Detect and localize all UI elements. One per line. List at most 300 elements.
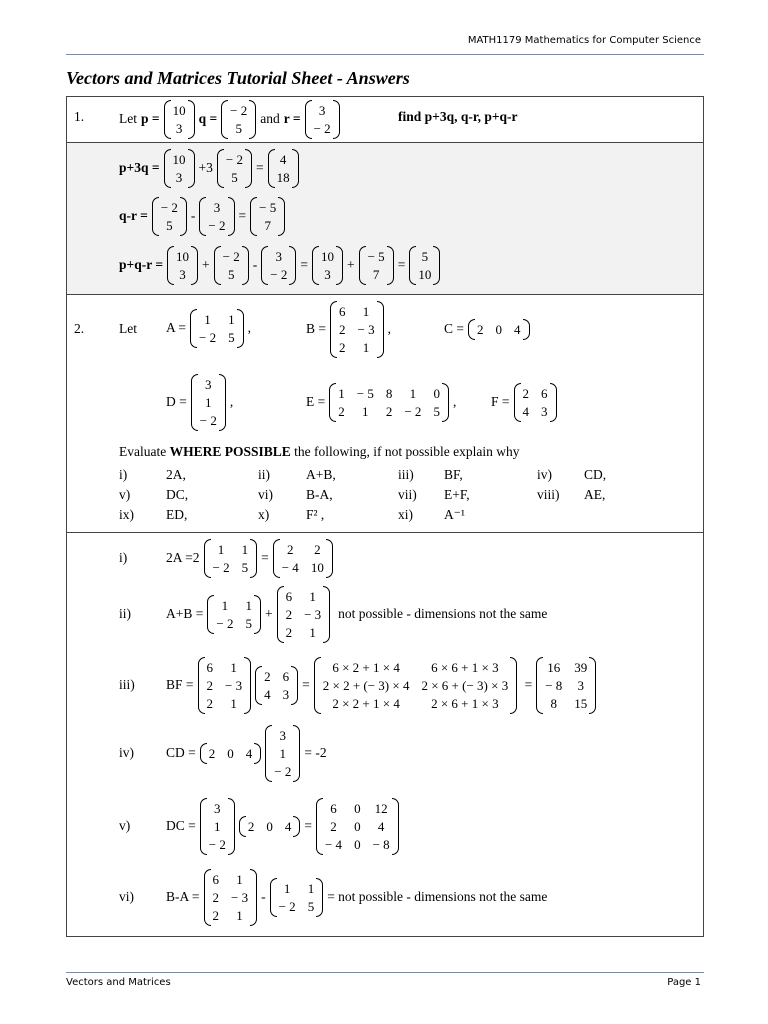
exercise-expr: DC, bbox=[166, 487, 189, 502]
matrix-cell: − 8 bbox=[372, 836, 390, 852]
matrix bbox=[214, 246, 249, 285]
exercise-label: vi) bbox=[258, 487, 273, 502]
equals: = bbox=[238, 208, 247, 223]
matrix-cell: 1 bbox=[214, 818, 221, 834]
matrix-entries bbox=[312, 100, 333, 139]
matrix-cell: − 4 bbox=[324, 836, 343, 852]
right-bracket bbox=[244, 657, 251, 714]
matrix-cell: − 3 bbox=[357, 321, 375, 337]
matrix-cell: 2 bbox=[212, 889, 219, 905]
matrix-cell: 6 bbox=[339, 303, 346, 319]
matrix-cell: 3 bbox=[213, 199, 221, 215]
matrix-cell: 0 bbox=[354, 818, 361, 834]
matrix-cell: 2 bbox=[285, 606, 293, 622]
matrix-cell: 8 bbox=[385, 385, 393, 401]
matrix bbox=[250, 197, 285, 236]
vector-r bbox=[305, 100, 340, 139]
answer-v: DC = 3 1 − 2 2 0 4 = 6 0 12 2 0 4 − 4 0 − 8 bbox=[166, 795, 399, 857]
matrix-cell: 1 bbox=[230, 659, 237, 675]
right-bracket bbox=[292, 149, 299, 188]
matrix bbox=[200, 743, 262, 764]
exercise-expr: ED, bbox=[166, 507, 188, 522]
matrix-cell: − 2 bbox=[199, 412, 217, 428]
matrix-cell: 6 bbox=[212, 871, 219, 887]
right-bracket bbox=[250, 539, 257, 578]
right-bracket bbox=[333, 100, 340, 139]
matrix-cell: 1 bbox=[309, 588, 316, 604]
matrix-entries bbox=[319, 246, 336, 285]
left-bracket bbox=[164, 149, 171, 188]
exercise-expr: 2A, bbox=[166, 467, 186, 482]
left-bracket bbox=[198, 657, 205, 714]
matrix-entries bbox=[211, 539, 251, 578]
matrix-cell: 2 bbox=[247, 818, 255, 834]
exercise-label: iii) bbox=[398, 467, 414, 482]
matrix-cell: 2 bbox=[522, 385, 529, 401]
answer-vi-label: vi) bbox=[119, 889, 134, 904]
minus: - bbox=[252, 257, 258, 272]
matrix-cell: 3 bbox=[318, 102, 326, 118]
right-bracket bbox=[316, 878, 323, 917]
exercise-label: x) bbox=[258, 507, 270, 522]
matrix-cell: 15 bbox=[574, 695, 588, 711]
right-bracket bbox=[523, 319, 530, 340]
left-bracket bbox=[167, 246, 174, 285]
matrix-cell: − 2 bbox=[222, 248, 240, 264]
matrix-cell: − 2 bbox=[230, 102, 248, 118]
matrix-cell: 2 bbox=[208, 745, 216, 761]
matrix bbox=[199, 197, 234, 236]
exercise-expr: B-A, bbox=[306, 487, 333, 502]
matrix-cell: 6 bbox=[285, 588, 293, 604]
left-bracket bbox=[514, 383, 521, 422]
matrix-cell: − 2 bbox=[216, 615, 234, 631]
matrix-cell: 6 × 6 + 1 × 3 bbox=[431, 659, 499, 675]
matrix-cell: 10 bbox=[320, 248, 334, 264]
matrix-cell: 0 bbox=[495, 321, 502, 337]
matrix-cell: 3 bbox=[275, 248, 283, 264]
matrix-cell: − 2 bbox=[208, 217, 226, 233]
matrix bbox=[200, 798, 235, 855]
question-2-number: 2. bbox=[74, 321, 85, 336]
answer-vi: B-A = 6 1 2 − 3 2 1 - 1 1 − 2 5 = not possible - dimensions not the same bbox=[166, 866, 547, 928]
answer-i-label: i) bbox=[119, 550, 128, 565]
matrix-cell: 2 bbox=[339, 339, 346, 355]
exercise-expr: F² , bbox=[306, 507, 325, 522]
right-bracket bbox=[249, 100, 256, 139]
right-bracket bbox=[180, 197, 187, 236]
matrix-cell: 4 bbox=[264, 686, 271, 702]
exercise-expr: A⁻¹ bbox=[444, 507, 465, 522]
matrix-cell: 2 × 2 + (− 3) × 4 bbox=[322, 677, 410, 693]
right-bracket bbox=[550, 383, 557, 422]
matrix-cell: 2 × 2 + 1 × 4 bbox=[332, 695, 400, 711]
left-bracket bbox=[277, 586, 284, 643]
vector-p bbox=[164, 100, 195, 139]
header-rule bbox=[66, 54, 704, 55]
left-bracket bbox=[359, 246, 366, 285]
matrix-entries bbox=[211, 869, 251, 926]
matrix-cell: 5 bbox=[227, 266, 235, 282]
matrix-cell: 2 × 6 + 1 × 3 bbox=[431, 695, 499, 711]
matrix-cell: 10 bbox=[310, 559, 324, 575]
left-bracket bbox=[214, 246, 221, 285]
matrix bbox=[265, 725, 300, 782]
answer-iii-label: iii) bbox=[119, 677, 135, 692]
matrix-entries bbox=[280, 539, 326, 578]
matrix-cell: − 5 bbox=[356, 385, 374, 401]
left-bracket bbox=[268, 149, 275, 188]
matrix-cell: − 2 bbox=[278, 898, 296, 914]
matrix-entries bbox=[275, 149, 292, 188]
matrix-cell: 5 bbox=[166, 217, 173, 233]
matrix-cell: 3 bbox=[577, 677, 585, 693]
left-bracket bbox=[221, 100, 228, 139]
answer-q-minus-r: q-r = − 2 5 - 3 − 2 = − 5 7 bbox=[119, 196, 285, 236]
matrix-cell: 2 bbox=[212, 907, 219, 923]
matrix bbox=[409, 246, 440, 285]
matrix-cell: 6 bbox=[541, 385, 548, 401]
left-bracket bbox=[200, 798, 207, 855]
right-bracket bbox=[242, 246, 249, 285]
matrix-cell: 5 bbox=[421, 248, 429, 264]
matrix-cell: 1 bbox=[217, 541, 225, 557]
left-bracket bbox=[312, 246, 319, 285]
matrix-cell: 0 bbox=[433, 385, 440, 401]
matrix bbox=[255, 666, 298, 705]
course-header: MATH1179 Mathematics for Computer Science bbox=[467, 35, 701, 46]
matrix-cell: 1 bbox=[283, 880, 291, 896]
matrix-cell: − 2 bbox=[212, 559, 230, 575]
left-bracket bbox=[191, 374, 198, 431]
matrix-cell: 4 bbox=[284, 818, 292, 834]
right-bracket bbox=[228, 197, 235, 236]
evaluate-instruction: Evaluate WHERE POSSIBLE the following, if not possible explain why bbox=[119, 444, 520, 459]
minus: - bbox=[190, 208, 196, 223]
right-bracket bbox=[250, 869, 257, 926]
matrix-cell: 1 bbox=[204, 311, 211, 327]
matrix-cell: 1 bbox=[309, 624, 316, 640]
left-bracket bbox=[207, 595, 214, 634]
matrix-cell: 3 bbox=[175, 169, 183, 185]
matrix bbox=[359, 246, 394, 285]
matrix-cell: 3 bbox=[324, 266, 331, 282]
matrix-cell: 5 bbox=[231, 169, 238, 185]
matrix-cell: 3 bbox=[205, 376, 212, 392]
matrix-entries bbox=[174, 246, 191, 285]
matrix-cell: − 2 bbox=[274, 763, 292, 779]
answer-p3q: p+3q = 10 3 +3 − 2 5 = 4 18 bbox=[119, 148, 299, 188]
matrix-cell: 16 bbox=[547, 659, 561, 675]
matrix-cell: − 2 bbox=[160, 199, 178, 215]
matrix-entries bbox=[475, 319, 523, 340]
answer-iii: BF = 6 1 2 − 3 2 1 2 6 4 3 = 6 × 2 + 1 × 4 6 × 6 + 1 × 3 2 × 2 + (− 3) × 4 2 × 6 + (− 3) × 3 2 × 2 + 1 × 4 2 × 6 + 1 × 3 = 16 39 − 8 3 8 15 bbox=[166, 654, 596, 716]
matrix-cell: − 2 bbox=[208, 836, 226, 852]
right-bracket bbox=[589, 657, 596, 714]
right-bracket bbox=[278, 197, 285, 236]
left-bracket bbox=[536, 657, 543, 714]
matrix-cell: 4 bbox=[377, 818, 385, 834]
matrix-f bbox=[514, 383, 557, 422]
matrix-cell: 2 bbox=[477, 321, 484, 337]
matrix-cell: − 4 bbox=[281, 559, 299, 575]
matrix-cell: 6 bbox=[206, 659, 214, 675]
right-bracket bbox=[433, 246, 440, 285]
matrix-cell: 5 bbox=[241, 559, 249, 575]
right-bracket bbox=[237, 309, 244, 348]
footer-left: Vectors and Matrices bbox=[66, 977, 171, 988]
left-bracket bbox=[200, 743, 207, 764]
left-bracket bbox=[468, 319, 475, 340]
matrix-cell: 4 bbox=[522, 403, 529, 419]
matrix-cell: 1 bbox=[236, 907, 243, 923]
equals: = bbox=[300, 257, 308, 272]
matrix-cell: 2 bbox=[314, 541, 321, 557]
exercise-label: ii) bbox=[258, 467, 270, 482]
answer-i: 2A =2 1 1 − 2 5 = 2 2 − 4 10 bbox=[166, 537, 333, 579]
matrix-cell: 4 bbox=[245, 745, 253, 761]
right-bracket bbox=[291, 666, 298, 705]
matrix-entries bbox=[221, 246, 242, 285]
matrix bbox=[217, 149, 252, 188]
left-bracket bbox=[330, 301, 337, 358]
matrix-entries bbox=[171, 149, 188, 188]
left-bracket bbox=[239, 816, 246, 837]
matrix-cell: 39 bbox=[574, 659, 588, 675]
matrix-entries bbox=[171, 100, 188, 139]
left-bracket bbox=[261, 246, 268, 285]
question-1-number: 1. bbox=[74, 109, 85, 124]
exercise-expr: AE, bbox=[584, 487, 606, 502]
matrix-cell: 3 bbox=[541, 403, 548, 419]
matrix-c bbox=[468, 319, 530, 340]
left-bracket bbox=[273, 539, 280, 578]
matrix bbox=[167, 246, 198, 285]
matrix-b bbox=[330, 301, 384, 358]
answer-v-label: v) bbox=[119, 818, 131, 833]
matrix bbox=[152, 197, 187, 236]
matrix bbox=[316, 798, 399, 855]
right-bracket bbox=[336, 246, 343, 285]
matrix-cell: 8 bbox=[550, 695, 557, 711]
matrix-entries bbox=[214, 595, 254, 634]
matrix-cell: 5 bbox=[245, 615, 252, 631]
matrix-entries bbox=[228, 100, 249, 139]
matrix bbox=[277, 586, 331, 643]
plus: + bbox=[202, 257, 210, 272]
matrix-cell: 5 bbox=[307, 898, 315, 914]
matrix-cell: 2 bbox=[285, 624, 293, 640]
matrix-entries bbox=[257, 197, 278, 236]
matrix-cell: − 2 bbox=[270, 266, 288, 282]
matrix bbox=[204, 869, 258, 926]
matrix-entries bbox=[246, 816, 294, 837]
matrix-entries bbox=[416, 246, 433, 285]
right-bracket bbox=[377, 301, 384, 358]
matrix-entries bbox=[268, 246, 289, 285]
matrix-cell: 7 bbox=[264, 217, 271, 233]
matrix-d-def: D = 3 1 − 2 , bbox=[166, 371, 233, 433]
left-bracket bbox=[329, 383, 336, 422]
matrix-e-def: E = 1 − 5 8 1 0 2 1 2 − 2 5 , bbox=[306, 381, 456, 423]
vector-q bbox=[221, 100, 256, 139]
matrix-cell: 10 bbox=[172, 151, 186, 167]
matrix bbox=[207, 595, 261, 634]
matrix bbox=[536, 657, 596, 714]
right-bracket bbox=[191, 246, 198, 285]
exercise-label: v) bbox=[119, 487, 131, 502]
left-bracket bbox=[314, 657, 321, 714]
matrix-cell: 2 bbox=[338, 403, 345, 419]
left-bracket bbox=[316, 798, 323, 855]
exercise-label: vii) bbox=[398, 487, 417, 502]
right-bracket bbox=[387, 246, 394, 285]
matrix-entries bbox=[366, 246, 387, 285]
matrix-cell: − 2 bbox=[199, 329, 217, 345]
matrix-cell: 0 bbox=[354, 800, 361, 816]
matrix-cell: 2 bbox=[264, 668, 271, 684]
matrix-cell: 6 bbox=[330, 800, 337, 816]
matrix-entries bbox=[224, 149, 245, 188]
answer-iv: CD = 2 0 4 3 1 − 2 = -2 bbox=[166, 722, 327, 784]
right-bracket bbox=[188, 100, 195, 139]
matrix-cell: 1 bbox=[362, 403, 369, 419]
left-bracket bbox=[164, 100, 171, 139]
left-bracket bbox=[255, 666, 262, 705]
matrix-cell: − 2 bbox=[313, 120, 331, 136]
exercise-label: ix) bbox=[119, 507, 134, 522]
matrix-entries bbox=[206, 197, 227, 236]
left-bracket bbox=[217, 149, 224, 188]
matrix-cell: 6 × 2 + 1 × 4 bbox=[332, 659, 400, 675]
matrix-c-def: C = 2 0 4 bbox=[444, 318, 530, 340]
matrix-a-def: A = 1 1 − 2 5 , bbox=[166, 308, 251, 348]
matrix-entries bbox=[284, 586, 324, 643]
right-bracket bbox=[392, 798, 399, 855]
matrix-cell: 2 bbox=[330, 818, 337, 834]
matrix-cell: 2 bbox=[385, 403, 393, 419]
matrix bbox=[312, 246, 343, 285]
left-bracket bbox=[204, 539, 211, 578]
matrix-cell: 10 bbox=[418, 266, 432, 282]
matrix-cell: 5 bbox=[235, 120, 242, 136]
matrix-entries bbox=[207, 798, 228, 855]
matrix-cell: 1 bbox=[221, 597, 229, 613]
matrix bbox=[261, 246, 296, 285]
page-title: Vectors and Matrices Tutorial Sheet - Answers bbox=[66, 68, 410, 88]
matrix-cell: 5 bbox=[228, 329, 235, 345]
matrix bbox=[239, 816, 301, 837]
matrix-cell: − 5 bbox=[367, 248, 385, 264]
left-bracket bbox=[265, 725, 272, 782]
right-bracket bbox=[245, 149, 252, 188]
matrix-entries bbox=[323, 798, 392, 855]
matrix-cell: 10 bbox=[172, 102, 186, 118]
matrix-cell: 1 bbox=[362, 339, 370, 355]
exercise-expr: E+F, bbox=[444, 487, 470, 502]
matrix-cell: − 8 bbox=[545, 677, 563, 693]
matrix-cell: 4 bbox=[514, 321, 521, 337]
matrix-entries bbox=[543, 657, 589, 714]
matrix-cell: 0 bbox=[266, 818, 273, 834]
matrix-entries bbox=[272, 725, 293, 782]
matrix-cell: 6 bbox=[282, 668, 290, 684]
matrix-entries bbox=[197, 309, 237, 348]
matrix-cell: 1 bbox=[338, 385, 345, 401]
matrix-cell: − 2 bbox=[404, 403, 422, 419]
matrix-cell: 1 bbox=[236, 871, 243, 887]
matrix-cell: 2 bbox=[206, 677, 214, 693]
matrix-cell: 2 bbox=[339, 321, 346, 337]
matrix-cell: 1 bbox=[279, 745, 287, 761]
left-bracket bbox=[409, 246, 416, 285]
matrix-entries bbox=[262, 666, 291, 705]
right-bracket bbox=[228, 798, 235, 855]
matrix bbox=[270, 878, 324, 917]
exercise-label: i) bbox=[119, 467, 128, 482]
left-bracket bbox=[204, 869, 211, 926]
matrix-cell: 18 bbox=[276, 169, 290, 185]
exercise-label: xi) bbox=[398, 507, 413, 522]
left-bracket bbox=[152, 197, 159, 236]
matrix-entries bbox=[205, 657, 245, 714]
matrix-cell: 3 bbox=[179, 266, 186, 282]
footer-page: Page 1 bbox=[667, 977, 701, 988]
matrix-cell: 3 bbox=[282, 686, 290, 702]
matrix-cell: 2 bbox=[206, 695, 214, 711]
matrix-cell: 2 bbox=[287, 541, 294, 557]
matrix-cell: 1 bbox=[245, 597, 252, 613]
right-bracket bbox=[289, 246, 296, 285]
matrix-cell: 5 bbox=[433, 403, 440, 419]
matrix-entries bbox=[159, 197, 180, 236]
exercise-expr: BF, bbox=[444, 467, 463, 482]
question-1-row: Let p = 10 3 q = − 2 5 and r = 3 − 2 bbox=[119, 99, 340, 139]
plus: + bbox=[346, 257, 355, 272]
matrix-cell: 7 bbox=[372, 266, 380, 282]
matrix-cell: 0 bbox=[354, 836, 361, 852]
matrix-e bbox=[329, 383, 449, 422]
matrix-entries bbox=[336, 383, 442, 422]
answer-iv-label: iv) bbox=[119, 745, 134, 760]
matrix-entries bbox=[198, 374, 219, 431]
matrix-entries bbox=[321, 657, 510, 714]
matrix-cell: 4 bbox=[279, 151, 287, 167]
exercise-label: iv) bbox=[537, 467, 552, 482]
footer-rule bbox=[66, 972, 704, 973]
left-bracket bbox=[305, 100, 312, 139]
exercise-expr: A+B, bbox=[306, 467, 336, 482]
matrix-cell: 3 bbox=[279, 727, 287, 743]
matrix-cell: 1 bbox=[205, 394, 212, 410]
matrix-cell: 1 bbox=[228, 311, 235, 327]
matrix bbox=[198, 657, 252, 714]
matrix-cell: − 5 bbox=[259, 199, 277, 215]
matrix-cell: 1 bbox=[362, 303, 370, 319]
matrix-cell: 12 bbox=[374, 800, 388, 816]
matrix-cell: − 2 bbox=[225, 151, 243, 167]
right-bracket bbox=[254, 595, 261, 634]
equals: = bbox=[256, 160, 264, 175]
answer-ii-label: ii) bbox=[119, 606, 131, 621]
exercise-expr: CD, bbox=[584, 467, 607, 482]
matrix-cell: 1 bbox=[307, 880, 315, 896]
matrix-cell: − 3 bbox=[231, 889, 249, 905]
right-bracket bbox=[254, 743, 261, 764]
right-bracket bbox=[188, 149, 195, 188]
matrix-cell: 1 bbox=[241, 541, 249, 557]
left-bracket bbox=[190, 309, 197, 348]
